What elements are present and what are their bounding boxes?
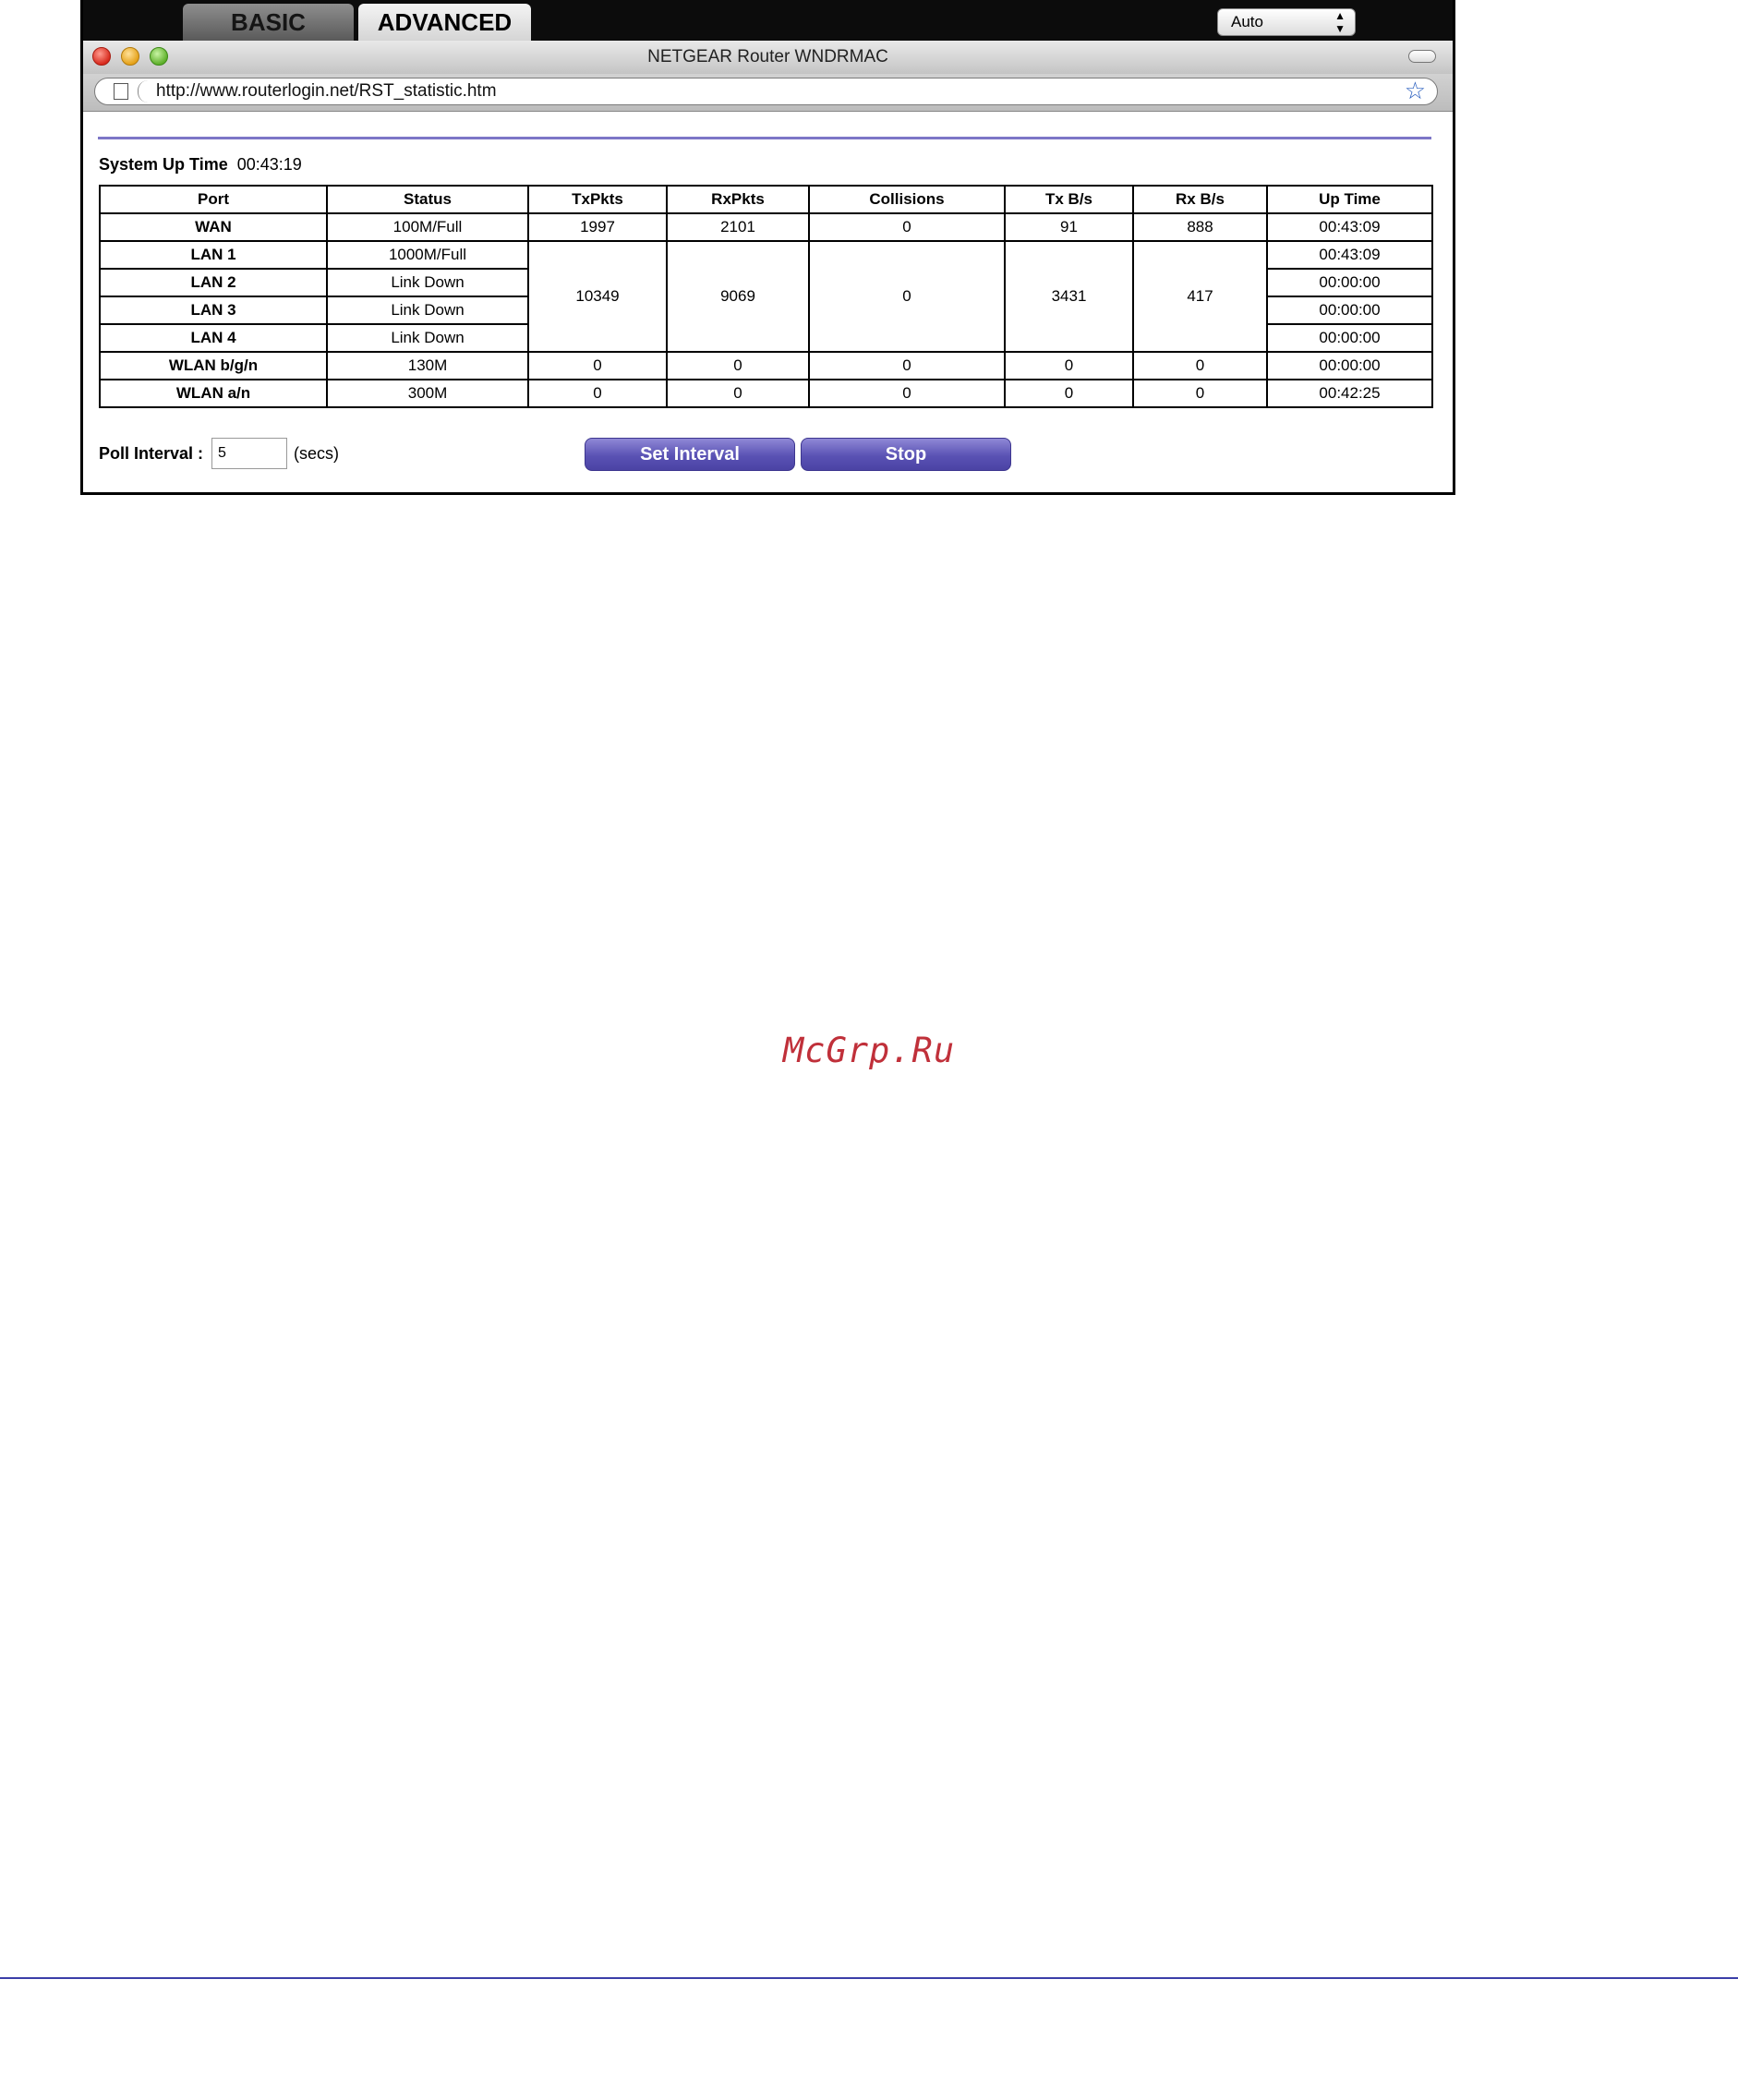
- collisions-cell: 0: [809, 380, 1005, 407]
- status-cell: Link Down: [327, 324, 528, 352]
- table-row-lan1: [100, 241, 1432, 269]
- status-cell: 1000M/Full: [327, 241, 528, 269]
- set-interval-button[interactable]: Set Interval: [585, 438, 795, 471]
- poll-interval-unit: (secs): [294, 444, 339, 463]
- column-header: Status: [327, 186, 528, 213]
- uptime-cell: 00:00:00: [1267, 352, 1432, 380]
- rxpkts-cell: 0: [667, 352, 809, 380]
- tab-basic[interactable]: BASIC: [183, 4, 354, 41]
- status-cell: 100M/Full: [327, 213, 528, 241]
- lan-rxbs-cell: 417: [1133, 241, 1267, 352]
- rxbs-cell: 888: [1133, 213, 1267, 241]
- lan-collisions-cell: 0: [809, 241, 1005, 352]
- lan-rxpkts-cell: 9069: [667, 241, 809, 352]
- status-cell: Link Down: [327, 269, 528, 296]
- txpkts-cell: 0: [528, 380, 667, 407]
- rxpkts-cell: 0: [667, 380, 809, 407]
- status-cell: Link Down: [327, 296, 528, 324]
- column-header: Rx B/s: [1133, 186, 1267, 213]
- port-cell: LAN 3: [100, 296, 327, 324]
- uptime-cell: 00:00:00: [1267, 269, 1432, 296]
- column-header: Tx B/s: [1005, 186, 1133, 213]
- column-header: TxPkts: [528, 186, 667, 213]
- statistics-table: [99, 185, 1433, 408]
- system-up-time-value: 00:43:19: [236, 155, 302, 174]
- port-cell: LAN 4: [100, 324, 327, 352]
- footer-divider: [0, 1977, 1738, 1979]
- uptime-cell: 00:00:00: [1267, 324, 1432, 352]
- window-titlebar: [83, 41, 1453, 75]
- uptime-cell: 00:43:09: [1267, 241, 1432, 269]
- header-divider: [98, 137, 1431, 139]
- port-cell: WAN: [100, 213, 327, 241]
- stop-button[interactable]: Stop: [801, 438, 1011, 471]
- rxpkts-cell: 2101: [667, 213, 809, 241]
- watermark: McGrp.Ru: [782, 1031, 956, 1070]
- txbs-cell: 0: [1005, 352, 1133, 380]
- status-cell: 300M: [327, 380, 528, 407]
- column-header: Port: [100, 186, 327, 213]
- port-cell: LAN 2: [100, 269, 327, 296]
- router-tab-bar: [80, 0, 1455, 41]
- lan-txpkts-cell: 10349: [528, 241, 667, 352]
- uptime-cell: 00:43:09: [1267, 213, 1432, 241]
- port-cell: WLAN a/n: [100, 380, 327, 407]
- address-bar[interactable]: [94, 78, 1438, 105]
- collisions-cell: 0: [809, 352, 1005, 380]
- bookmark-star-icon[interactable]: ☆: [1404, 77, 1426, 104]
- router-screenshot: [80, 0, 1455, 495]
- auto-select-value: Auto: [1231, 13, 1263, 30]
- txbs-cell: 0: [1005, 380, 1133, 407]
- tab-advanced[interactable]: ADVANCED: [358, 4, 531, 41]
- page-icon: [114, 83, 128, 100]
- txpkts-cell: 1997: [528, 213, 667, 241]
- toolbar-toggle-button[interactable]: [1408, 50, 1436, 63]
- port-cell: WLAN b/g/n: [100, 352, 327, 380]
- browser-toolbar: [83, 74, 1453, 112]
- table-row-wan: [100, 213, 1432, 241]
- updown-arrows-icon: ▲ ▼: [1334, 9, 1346, 35]
- txpkts-cell: 0: [528, 352, 667, 380]
- poll-interval-input[interactable]: [211, 438, 287, 469]
- column-header: RxPkts: [667, 186, 809, 213]
- status-cell: 130M: [327, 352, 528, 380]
- system-up-time-label: System Up Time: [99, 155, 228, 174]
- poll-interval-label: Poll Interval :: [99, 444, 204, 463]
- collisions-cell: 0: [809, 213, 1005, 241]
- system-up-time: [99, 155, 302, 175]
- table-row-wlan-bgn: [100, 352, 1432, 380]
- port-cell: LAN 1: [100, 241, 327, 269]
- txbs-cell: 91: [1005, 213, 1133, 241]
- browser-window: [80, 41, 1455, 495]
- table-row-wlan-an: [100, 380, 1432, 407]
- address-divider: [138, 80, 148, 103]
- auto-select[interactable]: [1217, 8, 1356, 36]
- column-header: Up Time: [1267, 186, 1432, 213]
- table-header-row: [100, 186, 1432, 213]
- rxbs-cell: 0: [1133, 352, 1267, 380]
- window-title: NETGEAR Router WNDRMAC: [647, 47, 888, 66]
- poll-interval-row: [99, 438, 1431, 471]
- column-header: Collisions: [809, 186, 1005, 213]
- rxbs-cell: 0: [1133, 380, 1267, 407]
- uptime-cell: 00:42:25: [1267, 380, 1432, 407]
- uptime-cell: 00:00:00: [1267, 296, 1432, 324]
- url-text[interactable]: http://www.routerlogin.net/RST_statistic.htm: [156, 81, 497, 101]
- lan-txbs-cell: 3431: [1005, 241, 1133, 352]
